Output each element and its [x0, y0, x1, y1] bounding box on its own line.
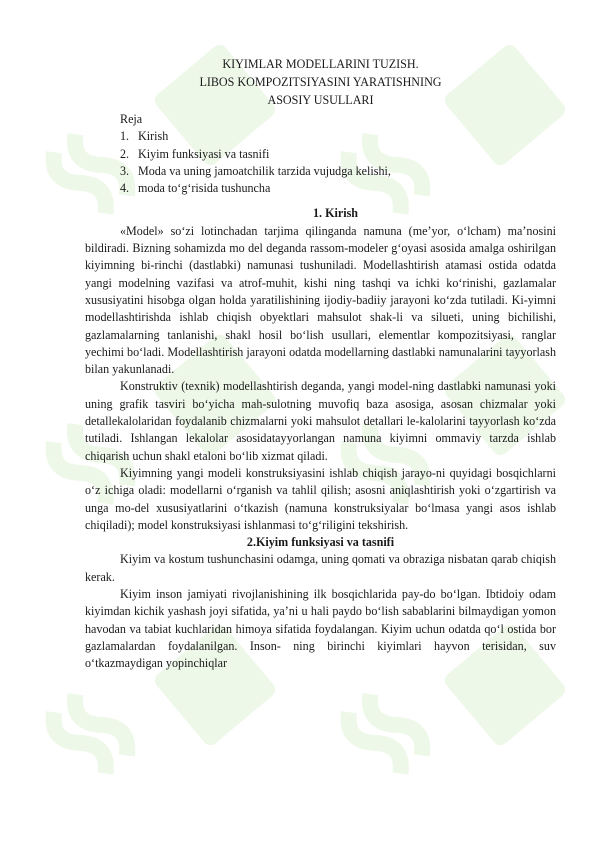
- document-title: [85, 55, 556, 109]
- title-line-3: ASOSIY USULLARI: [267, 93, 374, 107]
- plan-item: [120, 128, 556, 145]
- plan-item-text: Kirish: [138, 129, 169, 144]
- section-heading-clothing-function: 2.Kiyim funksiyasi va tasnifi: [246, 535, 395, 550]
- title-line-2: LIBOS KOMPOZITSIYASINI YARATISHNING: [199, 75, 442, 89]
- paragraph: Kiyimning yangi modeli konstruksiyasini ishlab chiqish jarayo-ni quyidagi bosqichlarni o‘z ichiga oladi: modellarni o‘rganish va tahlil qilish; asosni aniqlashtirish yoki o‘zgartirish va unga mo-del xususiyatlarini o‘tkazish (namuna konstruksiyalar bo‘lmasa yangi asos ishlab chiqiladi); model konstruksiyasi ishlanmasi to‘g‘riligini tekshirish.: [85, 465, 556, 532]
- document-content: [85, 55, 556, 673]
- plan-item-number: 4.: [120, 181, 130, 196]
- plan-item: [120, 163, 556, 180]
- plan-item-number: 3.: [120, 163, 130, 178]
- plan-item: [120, 180, 556, 197]
- plan-item-text: Kiyim funksiyasi va tasnifi: [138, 146, 270, 161]
- paragraph: Kiyim inson jamiyati rivojlanishining ilk bosqichlarida pay-do bo‘lgan. Ibtidoiy odam kiyimdan kichik yashash joyi sifatida, ya’ni u hali paydo bo‘lish sabablarini bilmaydigan yomon havodan va tabiat kuchlaridan himoya sifatida foydalangan. Kiyim uchun odatda qo‘l ostida bor gazlamalardan foydalanilgan. Inson- ning birinchi kiyimlari hayvon terisidan, suv o‘tkazmaydigan yopinchiqlar: [85, 587, 556, 671]
- plan-heading: Reja: [120, 112, 143, 126]
- plan-item-number: 1.: [120, 129, 130, 144]
- plan-item-text: moda to‘g‘risida tushuncha: [138, 181, 271, 196]
- plan-item-number: 2.: [120, 146, 130, 161]
- title-line-1: KIYIMLAR MODELLARINI TUZISH.: [222, 57, 419, 71]
- paragraph: Konstruktiv (texnik) modellashtirish deganda, yangi model-ning dastlabki namunasi yoki uning grafik tasviri bo‘yicha mah-sulotning muvofiq baza asosiga, asosan chizmalar yoki detallekalolaridan foydalanib chizmalarni yoki mahsulot detallari le-kalolarini tayyorlash ko‘zda tutiladi. Ishlangan lekalolar asosidatayyorlangan namuna kiyimni ommaviy tarzda ishlab chiqarish uchun shakl etaloni bo‘lib xizmat qiladi.: [85, 379, 556, 463]
- paragraph: «Model» so‘zi lotinchadan tarjima qilinganda namuna (me’yor, o‘lcham) ma’nosini bildiradi. Bizning sohamizda mo del deganda rassom-modeler g‘oyasi asosida amalga oshirilgan kiyimning bi-rinchi (dastlabki) namunasi tushuniladi. Modellashtirish atamasi ostida odatda yangi modelning vazifasi va atrof-muhit, kishi ning tashqi va ichki ko‘rinishi, gazlamalar xususiyatini hisobga olgan holda yaratilishining ijodiy-badiiy jarayoni ko‘zda tutiladi. Ki-yimni modellashtirishda ishlab chiqish obyektlari mahsulot shak-li va silueti, uning bichilishi, gazlamalarning tanlanishi, shakl hosil bo‘lish usullari, elementlar kompozitsiyasi, ranglar yechimi bo‘ladi. Modellashtirish jarayoni odatda modellarning dastlabki namunalarini tayyorlash bilan yakunlanadi.: [85, 223, 556, 377]
- paragraph: Kiyim va kostum tushunchasini odamga, uning qomati va obraziga nisbatan qarab chiqish kerak.: [85, 552, 556, 584]
- plan-item-text: Moda va uning jamoatchilik tarzida vujudga kelishi,: [138, 163, 391, 178]
- section-heading-introduction: 1. Kirish: [312, 206, 359, 221]
- plan-list: [85, 128, 556, 197]
- plan-item: [120, 146, 556, 163]
